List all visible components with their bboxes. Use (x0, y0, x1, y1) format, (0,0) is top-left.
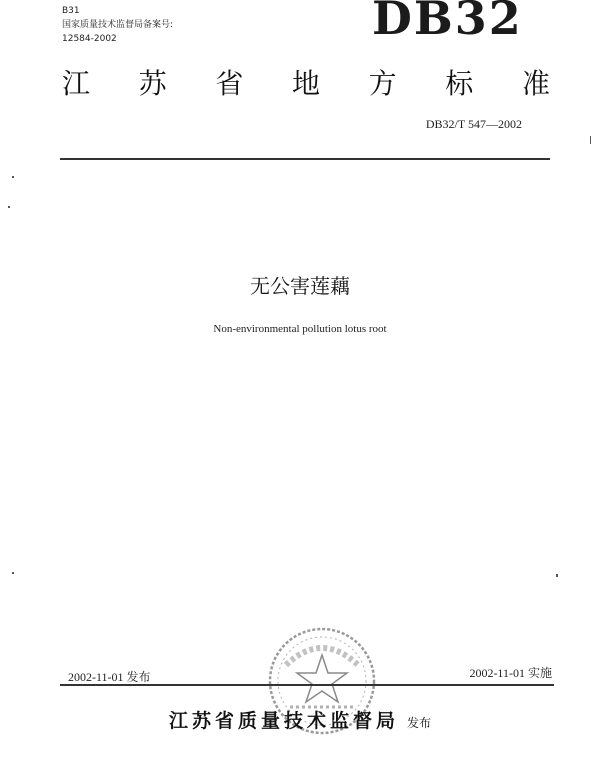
scan-speck (556, 574, 558, 577)
title-char: 地 (291, 67, 320, 100)
scan-speck (590, 136, 591, 144)
implementation-date: 2002-11-01 实施 (469, 666, 552, 680)
header-divider (60, 158, 550, 160)
record-code-block (62, 4, 173, 46)
issue-date: 2002-11-01 发布 (68, 670, 151, 684)
title-char: 苏 (138, 67, 167, 100)
publisher-name: 江苏省质量技术监督局 (168, 710, 399, 732)
scan-speck (12, 572, 14, 574)
filing-number: 12584-2002 (62, 34, 117, 44)
title-char: 省 (215, 67, 244, 100)
title-char: 江 (62, 67, 91, 100)
document-subtitle: Non-environmental pollution lotus root (213, 323, 387, 335)
publisher-line (0, 706, 600, 733)
title-char: 标 (445, 67, 474, 100)
title-char: 方 (368, 67, 397, 100)
classification-code: B31 (62, 6, 80, 16)
footer-divider (60, 684, 554, 686)
document-title: 无公害莲藕 (250, 274, 350, 298)
db-logo: DB32 (372, 0, 523, 45)
scan-speck (8, 206, 10, 208)
standard-number: DB32/T 547—2002 (425, 117, 522, 131)
standard-type-title (62, 62, 550, 102)
filing-label: 国家质量技术监督局备案号: (62, 20, 174, 30)
scan-speck (12, 176, 14, 178)
publisher-suffix: 发布 (407, 716, 432, 730)
title-char: 准 (521, 67, 550, 100)
